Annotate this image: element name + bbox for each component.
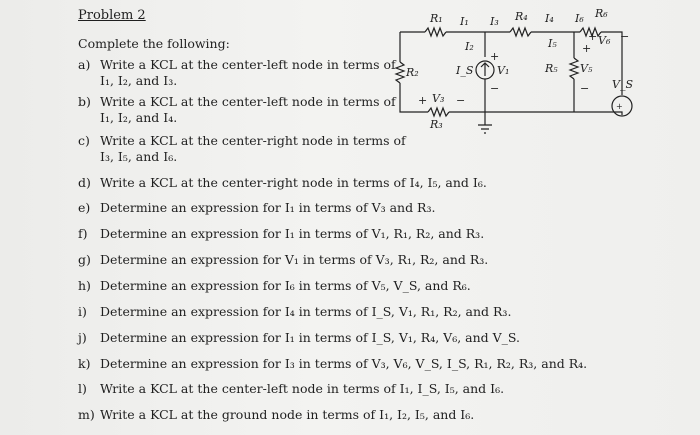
label-v1-minus: − <box>490 82 500 95</box>
question-i <box>78 304 511 320</box>
question-text: Determine an expression for I₁ in terms of I_S, V₁, R₄, V₆, and V_S. <box>100 330 521 345</box>
resistor-r2 <box>396 62 404 83</box>
resistor-r3 <box>428 108 449 116</box>
question-g <box>78 252 488 268</box>
label-is: I_S <box>456 64 474 77</box>
ground-symbol <box>478 125 492 133</box>
question-label: h) <box>78 278 91 293</box>
question-text: Determine an expression for I₁ in terms of V₃ and R₃. <box>100 200 436 215</box>
question-text: Write a KCL at the center-right node in terms of <box>100 133 406 148</box>
label-vs: V_S <box>612 78 633 91</box>
question-text: Determine an expression for I₆ in terms of V₅, V_S, and R₆. <box>100 278 471 293</box>
question-text: Write a KCL at the center-left node in terms of <box>100 57 396 72</box>
question-text-cont: I₁, I₂, and I₄. <box>100 110 178 125</box>
label-r1: R₁ <box>430 12 443 25</box>
question-l <box>78 381 504 397</box>
label-r4: R₄ <box>515 10 528 23</box>
label-r6: R₆ <box>595 7 608 20</box>
label-r3: R₃ <box>430 118 443 131</box>
question-label: c) <box>78 133 90 148</box>
question-label: l) <box>78 381 87 396</box>
resistor-r5 <box>570 58 578 79</box>
instructions: Complete the following: <box>78 36 230 51</box>
question-e <box>78 200 435 216</box>
label-r5: R₅ <box>545 62 558 75</box>
question-m <box>78 407 474 423</box>
question-label: f) <box>78 226 88 241</box>
label-i4: I₄ <box>545 12 554 25</box>
label-v6-plus: + <box>588 30 598 43</box>
question-d <box>78 175 487 191</box>
question-label: d) <box>78 175 91 190</box>
question-text: Determine an expression for I₄ in terms of I_S, V₁, R₁, R₂, and R₃. <box>100 304 512 319</box>
label-v5-minus: − <box>580 82 590 95</box>
question-f <box>78 226 484 242</box>
question-k <box>78 356 587 372</box>
label-r2: R₂ <box>406 66 419 79</box>
label-i5: I₅ <box>548 37 557 50</box>
label-vs-pm: + <box>616 102 623 111</box>
label-i6: I₆ <box>575 12 584 25</box>
label-v5: V₅ <box>580 62 593 75</box>
label-i1: I₁ <box>460 15 469 28</box>
question-j <box>78 330 520 346</box>
question-label: b) <box>78 94 91 109</box>
question-label: a) <box>78 57 91 72</box>
problem-title: Problem 2 <box>78 8 146 23</box>
label-v6: V₆ <box>598 34 611 47</box>
question-label: g) <box>78 252 91 267</box>
question-h <box>78 278 471 294</box>
label-v5-plus: + <box>582 42 592 55</box>
question-text: Determine an expression for V₁ in terms of V₃, R₁, R₂, and R₃. <box>100 252 489 267</box>
question-text: Write a KCL at the ground node in terms of I₁, I₂, I₅, and I₆. <box>100 407 475 422</box>
label-i3: I₃ <box>490 15 499 28</box>
question-text-cont: I₁, I₂, and I₃. <box>100 73 178 88</box>
label-v1: V₁ <box>497 64 510 77</box>
question-label: e) <box>78 200 91 215</box>
label-i2: I₂ <box>465 40 474 53</box>
label-v1-plus: + <box>490 50 500 63</box>
question-text: Write a KCL at the center-left node in terms of <box>100 94 396 109</box>
question-label: k) <box>78 356 91 371</box>
question-text-cont: I₃, I₅, and I₆. <box>100 149 178 164</box>
label-v3-minus: − <box>456 94 466 107</box>
question-text: Write a KCL at the center-left node in terms of I₁, I_S, I₅, and I₆. <box>100 381 505 396</box>
question-text: Write a KCL at the center-right node in terms of I₄, I₅, and I₆. <box>100 175 487 190</box>
resistor-r4 <box>510 28 531 36</box>
resistor-r1 <box>425 28 446 36</box>
label-v3: V₃ <box>432 92 445 105</box>
question-label: j) <box>78 330 87 345</box>
question-text: Determine an expression for I₃ in terms of V₃, V₆, V_S, I_S, R₁, R₂, R₃, and R₄. <box>100 356 588 371</box>
label-v3-plus: + <box>418 94 428 107</box>
question-text: Determine an expression for I₁ in terms of V₁, R₁, R₂, and R₃. <box>100 226 485 241</box>
circuit-diagram <box>0 0 700 170</box>
question-label: i) <box>78 304 87 319</box>
question-label: m) <box>78 407 95 422</box>
label-v6-minus: − <box>620 30 630 43</box>
